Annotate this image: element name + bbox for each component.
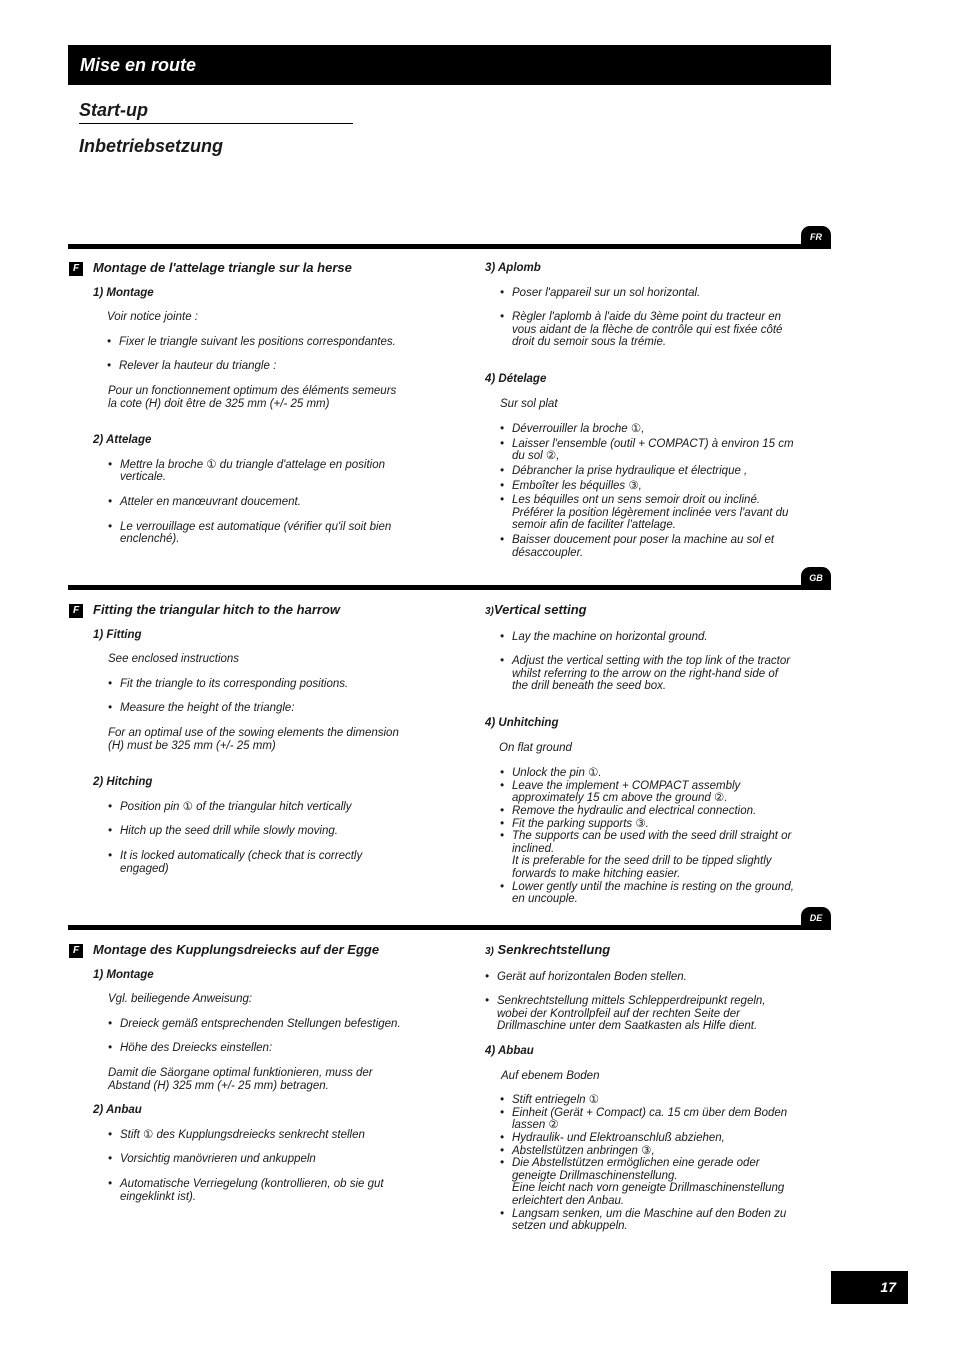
- fr-detelage-bullet: • Baisser doucement pour poser la machine au sol et désaccoupler.: [500, 534, 825, 559]
- gb-fitting-bullet: • Measure the height of the triangle:: [108, 702, 433, 715]
- de-anbau-heading: 2) Anbau: [93, 1104, 142, 1117]
- fr-montage-note: Pour un fonctionnement optimum des éléments semeurs la cote (H) doit être de 325 mm (+/- 25 mm): [108, 384, 397, 410]
- de-abbau-bullet: • Abstellstützen anbringen ③,: [500, 1145, 825, 1158]
- fr-montage-bullet: • Fixer le triangle suivant les positions correspondantes.: [107, 336, 433, 349]
- f-badge: F: [69, 262, 83, 276]
- page-number: 17: [831, 1271, 908, 1304]
- de-montage-bullet: • Dreieck gemäß entsprechenden Stellungen befestigen.: [108, 1018, 433, 1031]
- fr-left-column: [72, 260, 433, 546]
- section-banner: Mise en route: [68, 45, 831, 85]
- de-anbau-bullet: • Stift ① des Kupplungsdreiecks senkrecht stellen: [108, 1129, 433, 1142]
- divider-de: [68, 925, 831, 930]
- gb-unhitching-bullet: • Fit the parking supports ③.: [500, 818, 825, 831]
- fr-detelage-bullet: • Débrancher la prise hydraulique et électrique ,: [500, 465, 825, 478]
- gb-unhitching-intro: On flat ground: [499, 741, 572, 754]
- language-tab-de: DE: [801, 907, 831, 929]
- de-abbau-bullet: • Stift entriegeln ①: [500, 1094, 825, 1107]
- de-abbau-intro: Auf ebenem Boden: [501, 1069, 600, 1082]
- fr-montage-intro: Voir notice jointe :: [107, 311, 198, 324]
- de-section-title: F Montage des Kupplungsdreiecks auf der Egge: [93, 944, 433, 957]
- subtitle-english: Start-up: [79, 100, 353, 124]
- gb-unhitching-bullet: • Lower gently until the machine is resting on the ground, en uncouple.: [500, 881, 825, 906]
- de-senkrecht-bullet: • Gerät auf horizontalen Boden stellen.: [485, 971, 825, 984]
- fr-attelage-heading: 2) Attelage: [93, 434, 152, 447]
- fr-detelage-heading: 4) Dételage: [485, 372, 547, 385]
- de-anbau-bullet: • Vorsichtig manövrieren und ankuppeln: [108, 1153, 433, 1166]
- gb-right-column: [485, 604, 825, 906]
- gb-hitching-heading: 2) Hitching: [93, 776, 153, 789]
- fr-section-title: F Montage de l'attelage triangle sur la herse: [93, 262, 433, 275]
- de-abbau-bullet: • Hydraulik- und Elektroanschluß abziehen,: [500, 1132, 825, 1145]
- de-abbau-bullet: • Einheit (Gerät + Compact) ca. 15 cm über dem Boden lassen ②: [500, 1107, 825, 1132]
- gb-unhitching-bullet: • Remove the hydraulic and electrical connection.: [500, 805, 825, 818]
- f-badge: F: [69, 604, 83, 618]
- gb-hitching-bullet: • Hitch up the seed drill while slowly moving.: [108, 825, 433, 838]
- fr-detelage-bullet: • Déverrouiller la broche ①,: [500, 423, 825, 436]
- gb-unhitching-bullet: • The supports can be used with the seed drill straight or inclined. It is preferable for the seed drill to be tipped slightly forwards to make hitching easier.: [500, 830, 825, 880]
- fr-aplomb-bullet: • Règler l'aplomb à l'aide du 3ème point du tracteur en vous aidant de la flèche de contrôle qui est fixée côté droit du semoir sous la trémie.: [500, 311, 825, 349]
- gb-fitting-intro: See enclosed instructions: [108, 653, 240, 666]
- fr-detelage-bullet: • Emboîter les béquilles ③,: [500, 480, 825, 493]
- gb-fitting-heading: 1) Fitting: [93, 628, 142, 641]
- gb-section-title: F Fitting the triangular hitch to the harrow: [93, 604, 433, 617]
- gb-unhitching-bullet: • Unlock the pin ①.: [500, 767, 825, 780]
- fr-detelage-bullet: • Les béquilles ont un sens semoir droit ou incliné. Préférer la position légèrement inclinée vers l'avant du semoir afin de faciliter l'attelage.: [500, 494, 825, 532]
- fr-aplomb-heading: 3) Aplomb: [485, 262, 541, 274]
- gb-unhitching-bullet: • Leave the implement + COMPACT assembly approximately 15 cm above the ground ②.: [500, 780, 825, 805]
- f-badge: F: [69, 944, 83, 958]
- de-left-column: [72, 942, 433, 1203]
- language-tab-gb: GB: [801, 567, 831, 589]
- gb-vertical-heading: 3)Vertical setting: [485, 602, 587, 617]
- language-tab-fr: FR: [801, 226, 831, 248]
- divider-gb: [68, 585, 831, 590]
- gb-fitting-note: For an optimal use of the sowing elements the dimension (H) must be 325 mm (+/- 25 mm): [108, 726, 399, 752]
- gb-hitching-bullet: • Position pin ① of the triangular hitch vertically: [108, 801, 433, 814]
- de-right-column: [485, 944, 825, 1233]
- gb-hitching-bullet: • It is locked automatically (check that is correctly engaged): [108, 850, 433, 875]
- fr-detelage-intro: Sur sol plat: [500, 397, 558, 410]
- subtitle-german: Inbetriebsetzung: [79, 136, 224, 156]
- fr-attelage-bullet: • Mettre la broche ① du triangle d'attelage en position verticale.: [108, 459, 433, 484]
- gb-fitting-bullet: • Fit the triangle to its corresponding positions.: [108, 678, 433, 691]
- fr-right-column: [485, 262, 825, 559]
- divider-fr: [68, 244, 831, 249]
- de-senkrecht-bullet: • Senkrechtstellung mittels Schlepperdreipunkt regeln, wobei der Kontrollpfeil auf der rechten Seite der Drillmaschine unter dem Saatkasten als Hilfe dient.: [485, 995, 825, 1033]
- de-abbau-bullet: • Langsam senken, um die Maschine auf den Boden zu setzen und abkuppeln.: [500, 1208, 825, 1233]
- fr-montage-heading: 1) Montage: [93, 286, 154, 299]
- de-abbau-bullet: • Die Abstellstützen ermöglichen eine gerade oder geneigte Drillmaschinenstellung. Eine leicht nach vorn geneigte Drillmaschinenstellung erleichtert den Anbau.: [500, 1157, 825, 1207]
- de-abbau-heading: 4) Abbau: [485, 1044, 534, 1057]
- gb-vertical-bullet: • Lay the machine on horizontal ground.: [500, 631, 825, 644]
- de-montage-note: Damit die Säorgane optimal funktionieren, muss der Abstand (H) 325 mm (+/- 25 mm) betragen.: [108, 1066, 373, 1092]
- de-anbau-bullet: • Automatische Verriegelung (kontrollieren, ob sie gut eingeklinkt ist).: [108, 1178, 433, 1203]
- fr-attelage-bullet: • Atteler en manœuvrant doucement.: [108, 496, 433, 509]
- de-montage-heading: 1) Montage: [93, 968, 154, 981]
- gb-left-column: [72, 602, 433, 875]
- gb-unhitching-heading: 4) Unhitching: [485, 716, 559, 729]
- fr-attelage-bullet: • Le verrouillage est automatique (vérifier qu'il soit bien enclenché).: [108, 521, 433, 546]
- fr-detelage-bullet: • Laisser l'ensemble (outil + COMPACT) à environ 15 cm du sol ②,: [500, 438, 825, 463]
- fr-montage-bullet: • Relever la hauteur du triangle :: [107, 360, 433, 373]
- gb-vertical-bullet: • Adjust the vertical setting with the top link of the tractor whilst referring to the arrow on the right-hand side of the drill beneath the seed box.: [500, 655, 825, 693]
- de-senkrecht-heading: 3) Senkrechtstellung: [485, 942, 611, 957]
- de-montage-bullet: • Höhe des Dreiecks einstellen:: [108, 1042, 433, 1055]
- fr-aplomb-bullet: • Poser l'appareil sur un sol horizontal.: [500, 287, 825, 300]
- de-montage-intro: Vgl. beiliegende Anweisung:: [108, 993, 253, 1006]
